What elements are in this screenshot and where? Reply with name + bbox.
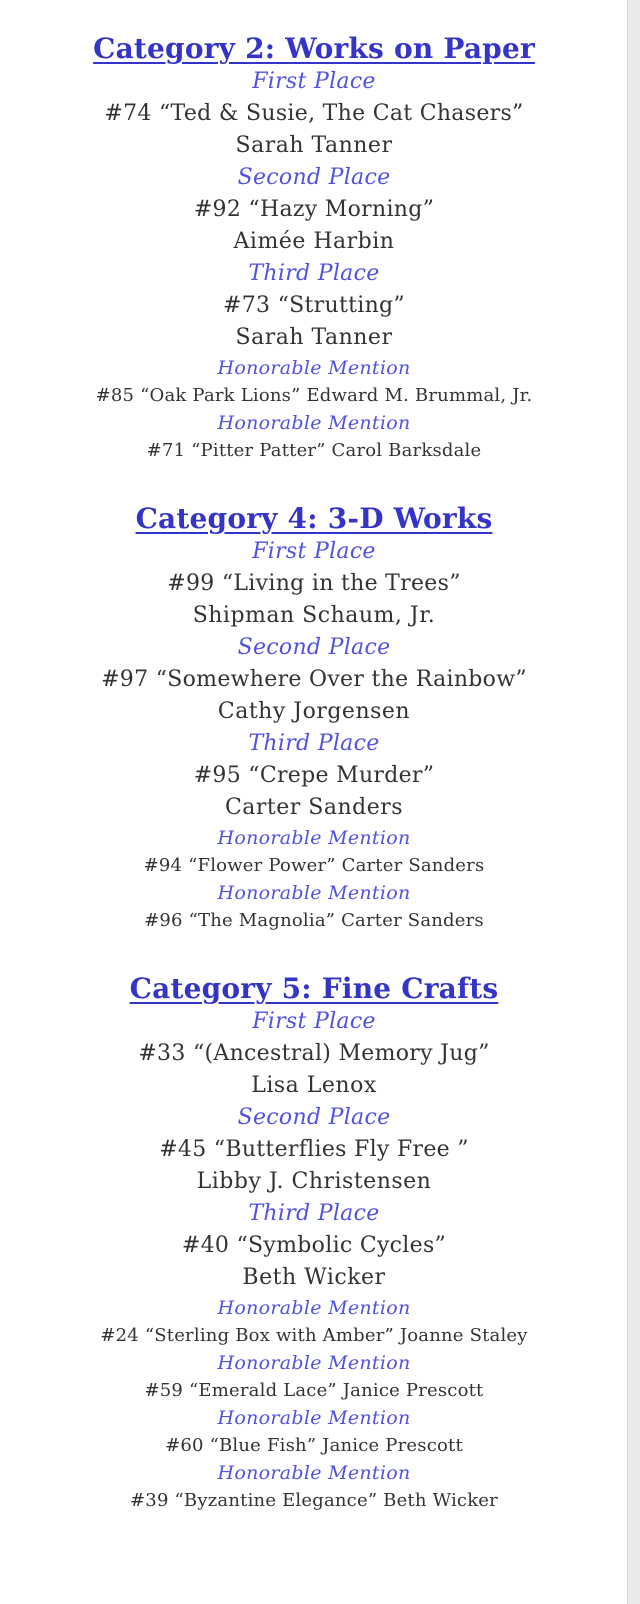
- place-label: Honorable Mention: [217, 827, 411, 849]
- place-label: Third Place: [248, 1201, 380, 1226]
- page-edge-strip: [628, 0, 640, 1604]
- award-third-place: [0, 728, 628, 824]
- place-label: Honorable Mention: [217, 412, 411, 434]
- entry-artist: Cathy Jorgensen: [217, 699, 411, 724]
- award-second-place: [0, 1102, 628, 1198]
- awards-document: [0, 32, 628, 1552]
- entry-title: #74 “Ted & Susie, The Cat Chasers”: [104, 101, 524, 126]
- honorable-mention: [0, 824, 628, 879]
- honorable-mention: [0, 1404, 628, 1459]
- place-label: Third Place: [248, 261, 380, 286]
- honorable-mention: [0, 879, 628, 934]
- mention-entry: #39 “Byzantine Elegance” Beth Wicker: [130, 1490, 498, 1511]
- honorable-mention: [0, 409, 628, 464]
- place-label: Second Place: [237, 635, 391, 660]
- entry-artist: Libby J. Christensen: [196, 1169, 432, 1194]
- entry-artist: Carter Sanders: [224, 795, 404, 820]
- place-label: Honorable Mention: [217, 1352, 411, 1374]
- place-label: Second Place: [237, 1105, 391, 1130]
- place-label: Second Place: [237, 165, 391, 190]
- place-label: Honorable Mention: [217, 1297, 411, 1319]
- category-title: Category 2: Works on Paper: [93, 32, 535, 65]
- award-second-place: [0, 162, 628, 258]
- honorable-mention: [0, 1349, 628, 1404]
- category-title: Category 5: Fine Crafts: [129, 972, 499, 1005]
- entry-artist: Lisa Lenox: [251, 1073, 377, 1098]
- mention-entry: #24 “Sterling Box with Amber” Joanne Staley: [100, 1325, 528, 1346]
- entry-title: #40 “Symbolic Cycles”: [181, 1233, 447, 1258]
- place-label: Honorable Mention: [217, 1462, 411, 1484]
- entry-artist: Shipman Schaum, Jr.: [192, 603, 436, 628]
- place-label: First Place: [252, 69, 376, 94]
- place-label: First Place: [252, 1009, 376, 1034]
- entry-title: #45 “Butterflies Fly Free ”: [159, 1137, 469, 1162]
- entry-title: #92 “Hazy Morning”: [193, 197, 435, 222]
- entry-artist: Aimée Harbin: [233, 229, 395, 254]
- entry-artist: Sarah Tanner: [235, 133, 393, 158]
- honorable-mention: [0, 1294, 628, 1349]
- award-second-place: [0, 632, 628, 728]
- place-label: Honorable Mention: [217, 357, 411, 379]
- place-label: Honorable Mention: [217, 882, 411, 904]
- entry-artist: Sarah Tanner: [235, 325, 393, 350]
- mention-entry: #60 “Blue Fish” Janice Prescott: [165, 1435, 463, 1456]
- mention-entry: #59 “Emerald Lace” Janice Prescott: [144, 1380, 484, 1401]
- entry-artist: Beth Wicker: [242, 1265, 386, 1290]
- award-first-place: [0, 536, 628, 632]
- award-third-place: [0, 1198, 628, 1294]
- category-works-on-paper: [0, 32, 628, 464]
- place-label: Third Place: [248, 731, 380, 756]
- entry-title: #95 “Crepe Murder”: [193, 763, 435, 788]
- category-fine-crafts: [0, 972, 628, 1514]
- mention-entry: #85 “Oak Park Lions” Edward M. Brummal, Jr.: [95, 385, 533, 406]
- award-third-place: [0, 258, 628, 354]
- entry-title: #97 “Somewhere Over the Rainbow”: [101, 667, 527, 692]
- entry-title: #33 “(Ancestral) Memory Jug”: [138, 1041, 490, 1066]
- place-label: Honorable Mention: [217, 1407, 411, 1429]
- place-label: First Place: [252, 539, 376, 564]
- honorable-mention: [0, 354, 628, 409]
- category-3d-works: [0, 502, 628, 934]
- category-title: Category 4: 3-D Works: [135, 502, 493, 535]
- entry-title: #99 “Living in the Trees”: [167, 571, 461, 596]
- entry-title: #73 “Strutting”: [223, 293, 405, 318]
- honorable-mention: [0, 1459, 628, 1514]
- mention-entry: #71 “Pitter Patter” Carol Barksdale: [146, 440, 482, 461]
- mention-entry: #94 “Flower Power” Carter Sanders: [143, 855, 485, 876]
- mention-entry: #96 “The Magnolia” Carter Sanders: [144, 910, 484, 931]
- award-first-place: [0, 1006, 628, 1102]
- award-first-place: [0, 66, 628, 162]
